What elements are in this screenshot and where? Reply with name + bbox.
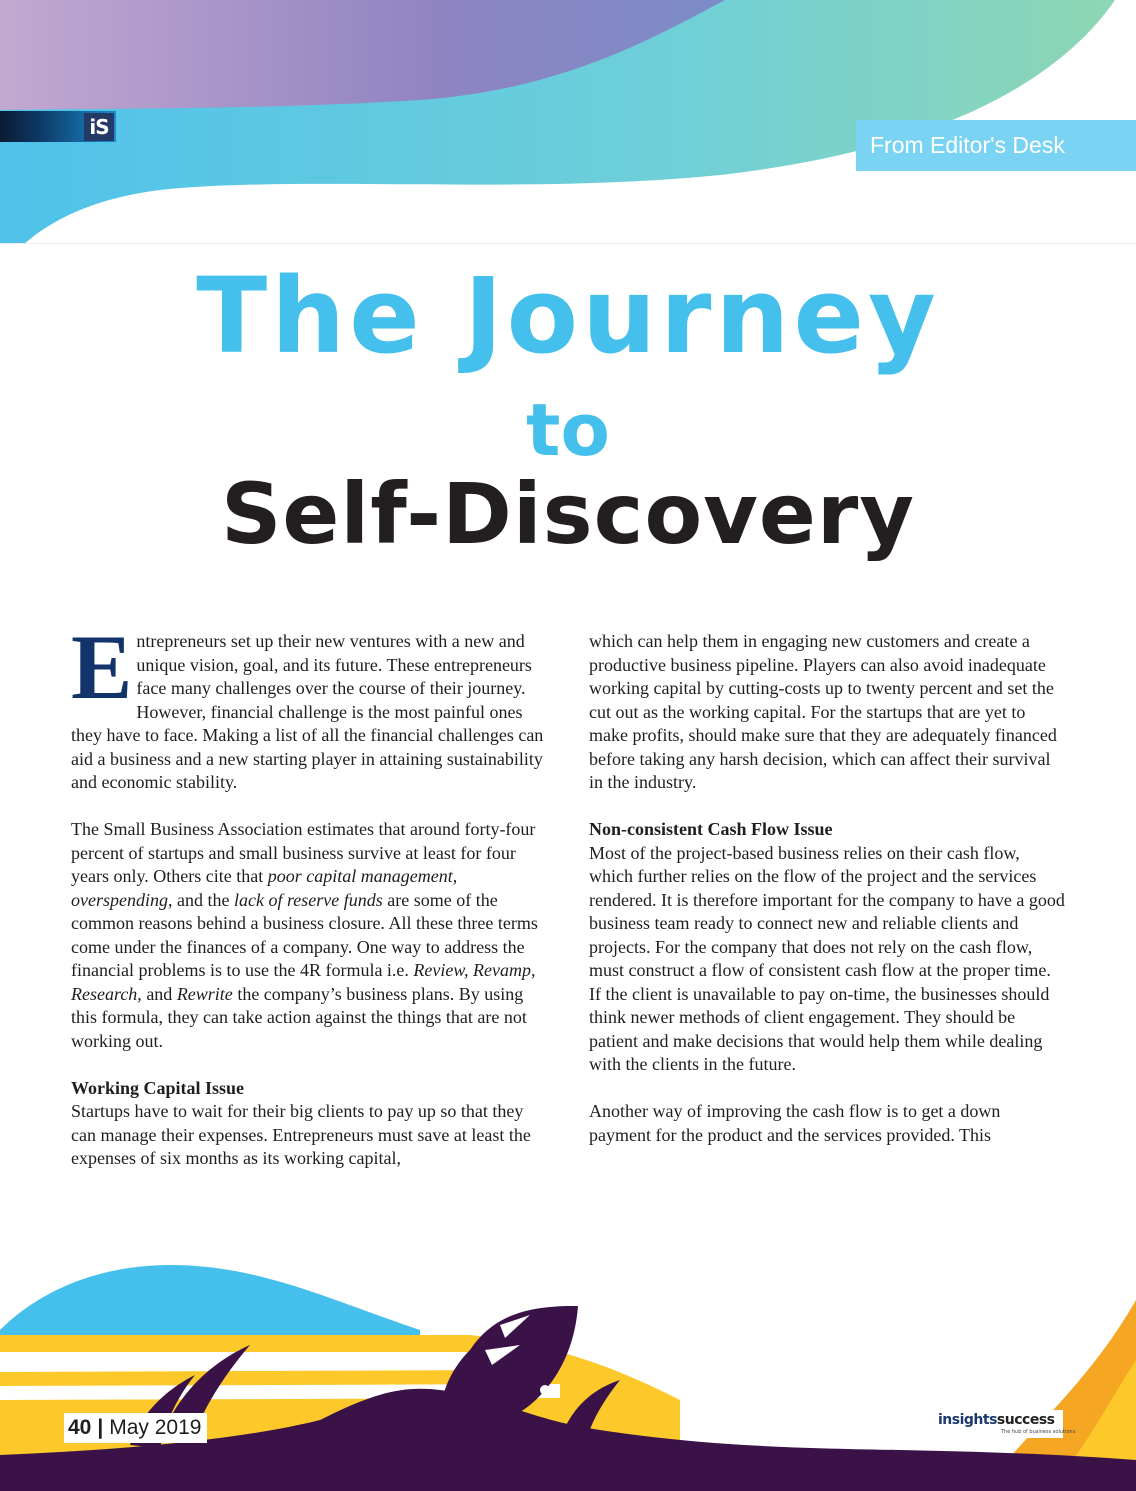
brand-mark-logo: iS: [84, 113, 114, 141]
text-run: the company’s business plans. By using this formula, they can take action against the things that are not working out.: [71, 983, 527, 1051]
intro-text: ntrepreneurs set up their new ventures with a new and unique vision, goal, and its future. These entrepreneurs face many challenges over the course of their journey. However, financial challenge is the most painful ones they have to face. Making a list of all the financial challenges can aid a business and a new starting player in attaining sustainability and economic stability.: [71, 631, 544, 792]
article-column-left: [71, 616, 547, 1194]
section-tab: [856, 120, 1136, 171]
subheading-working-capital: Working Capital Issue: [71, 1077, 245, 1098]
logo-word-2: success: [996, 1412, 1055, 1428]
italic-run: Rewrite: [176, 983, 233, 1004]
italic-run: lack of reserve funds: [233, 889, 383, 910]
italic-run: poor capital management: [267, 866, 453, 886]
bottom-white-stripe: [0, 1352, 520, 1372]
header-divider: [0, 243, 1136, 244]
italic-run: overspending: [71, 889, 168, 910]
page-number: 40: [68, 1416, 92, 1439]
subheading-cash-flow: Non-consistent Cash Flow Issue: [589, 819, 833, 839]
page-number-block: [64, 1413, 207, 1443]
text-run: ,: [452, 866, 458, 886]
text-run: The Small Business Association estimates that around forty-four percent of startups and small business survive at least for four years only. Others cite that: [71, 819, 536, 886]
paragraph-down-payment: Another way of improving the cash flow is to get a down payment for the product and the services provided. This: [589, 1101, 1001, 1145]
page-separator: |: [97, 1416, 104, 1439]
cash-flow-text: Most of the project-based business relies on their cash flow, which further relies on the flow of the project and the services rendered. It is therefore important for the company to have a good business team ready to connect new and reliable clients and projects. For the company that does not rely on the cash flow, must construct a flow of consistent cash flow at the proper time. If the client is unavailable to pay on-time, the businesses should think newer methods of client engagement. They should be patient and make decisions that would help them while dealing with the clients in the future.: [589, 842, 1065, 1074]
title-line-1: The Journey: [196, 255, 940, 377]
logo-wordmark: [938, 1412, 1054, 1428]
paragraph-continuation: which can help them in engaging new customers and create a productive business pipeline. Players can also avoid inadequate working capital by cutting-costs up to twenty percent and set the cut out as the working capital. For the startups that are yet to make profits, should make sure that they are adequately financed before taking any harsh decision, which can affect their survival in the industry.: [589, 631, 1057, 792]
working-capital-text: Startups have to wait for their big clients to pay up so that they can manage their expenses. Entrepreneurs must save at least the expenses of six months as its working capital,: [71, 1101, 531, 1168]
logo-tagline: The hub of business solutions: [1001, 1429, 1076, 1435]
text-run: and: [141, 983, 177, 1004]
article-column-right: [589, 630, 1065, 1171]
logo-word-1: insights: [938, 1412, 997, 1428]
paragraph-sba: [71, 818, 547, 1053]
italic-run: Review, Revamp, Research,: [71, 960, 536, 1004]
intro-paragraph: [71, 616, 547, 795]
leaf-hole: [540, 1385, 550, 1395]
title-line-2: to: [526, 388, 610, 472]
text-run: are some of the common reasons behind a business closure. All these three terms come under the finances of a company. One way to address the financial problems is to use the 4R formula i.e.: [71, 889, 538, 980]
title-line-3: Self-Discovery: [220, 465, 916, 563]
paragraph-cash-flow: [589, 818, 1065, 1077]
paragraph-working-capital: [71, 1077, 547, 1171]
drop-cap: E: [71, 616, 133, 718]
section-label: From Editor's Desk: [870, 132, 1065, 158]
text-run: , and the: [167, 889, 234, 910]
publisher-logo: [935, 1410, 1076, 1438]
issue-date: May 2019: [109, 1416, 202, 1439]
